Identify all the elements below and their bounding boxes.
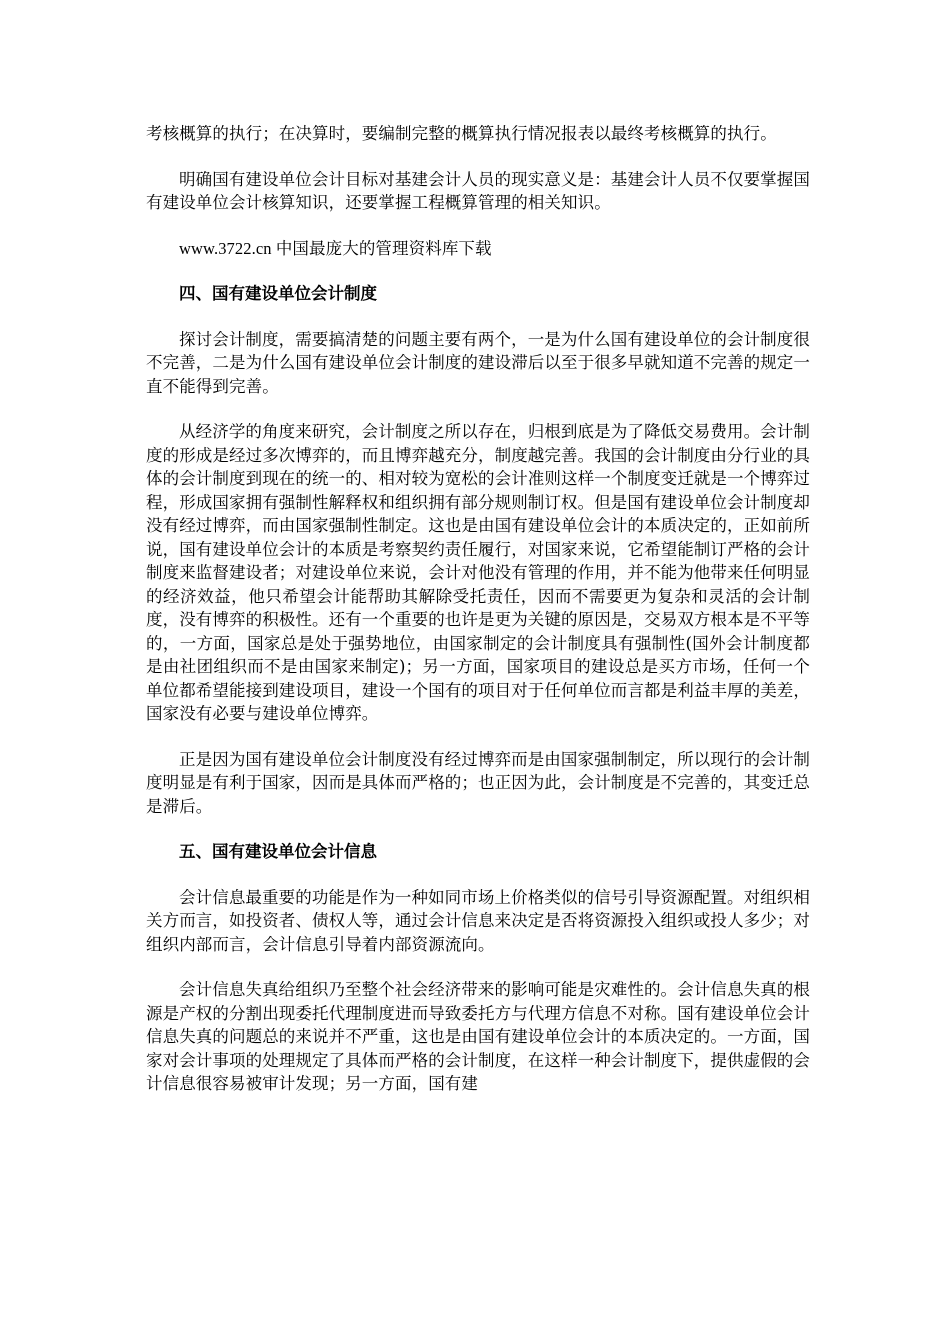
site-advert-line: www.3722.cn 中国最庞大的管理资料库下载 [179,238,492,258]
paragraph-system-questions: 探讨会计制度，需要搞清楚的问题主要有两个，一是为什么国有建设单位的会计制度很不完善，二是为什么国有建设单位会计制度的建设滞后以至于很多早就知道不完善的规定一直不能得到完善。 [146,329,810,396]
paragraph-economics-game-theory: 从经济学的角度来研究，会计制度之所以存在，归根到底是为了降低交易费用。会计制度的形成是经过多次博弈的，而且博弈越充分，制度越完善。我国的会计制度由分行业的具体的会计制度到现在的统一的、相对较为宽松的会计准则这样一个制度变迁就是一个博弈过程，形成国家拥有强制性解释权和组织拥有部分规则制订权。但是国有建设单位会计制度却没有经过博弈，而由国家强制性制定。这也是由国有建设单位会计的本质决定的，正如前所说，国有建设单位会计的本质是考察契约责任履行，对国家来说，它希望能制订严格的会计制度来监督建设者；对建设单位来说，会计对他没有管理的作用，并不能为他带来任何明显的经济效益，他只希望会计能帮助其解除受托责任，因而不需要更为复杂和灵活的会计制度，没有博弈的积极性。还有一个重要的也许是更为关键的原因是，交易双方根本是不平等的，一方面，国家总是处于强势地位，由国家制定的会计制度具有强制性(国外会计制度都是由社团组织而不是由国家来制定)；另一方面，国家项目的建设总是买方市场，任何一个单位都希望能接到建设项目，建设一个国有的项目对于任何单位而言都是利益丰厚的美差，国家没有必要与建设单位博弈。 [146,422,810,723]
document-body [146,122,810,1118]
section-heading-accounting-system: 四、国有建设单位会计制度 [179,284,377,303]
paragraph-information-distortion: 会计信息失真给组织乃至整个社会经济带来的影响可能是灾难性的。会计信息失真的根源是产权的分割出现委托代理制度进而导致委托方与代理方信息不对称。国有建设单位会计信息失真的问题总的来说并不严重，这也是由国有建设单位会计的本质决定的。一方面，国家对会计事项的处理规定了具体而严格的会计制度，在这样一种会计制度下，提供虚假的会计信息很容易被审计发现；另一方面，国有建 [146,980,810,1093]
paragraph-accounting-goal-significance: 明确国有建设单位会计目标对基建会计人员的现实意义是：基建会计人员不仅要掌握国有建设单位会计核算知识，还要掌握工程概算管理的相关知识。 [146,169,810,212]
section-heading-accounting-information: 五、国有建设单位会计信息 [179,842,377,861]
paragraph-continuation: 考核概算的执行；在决算时，要编制完整的概算执行情况报表以最终考核概算的执行。 [146,124,777,143]
paragraph-information-function: 会计信息最重要的功能是作为一种如同市场上价格类似的信号引导资源配置。对组织相关方而言，如投资者、债权人等，通过会计信息来决定是否将资源投入组织或投人多少；对组织内部而言，会计信息引导着内部资源流向。 [146,887,810,954]
paragraph-system-conclusion: 正是因为国有建设单位会计制度没有经过博弈而是由国家强制制定，所以现行的会计制度明显是有利于国家，因而是具体而严格的；也正因为此，会计制度是不完善的，其变迁总是滞后。 [146,749,810,816]
